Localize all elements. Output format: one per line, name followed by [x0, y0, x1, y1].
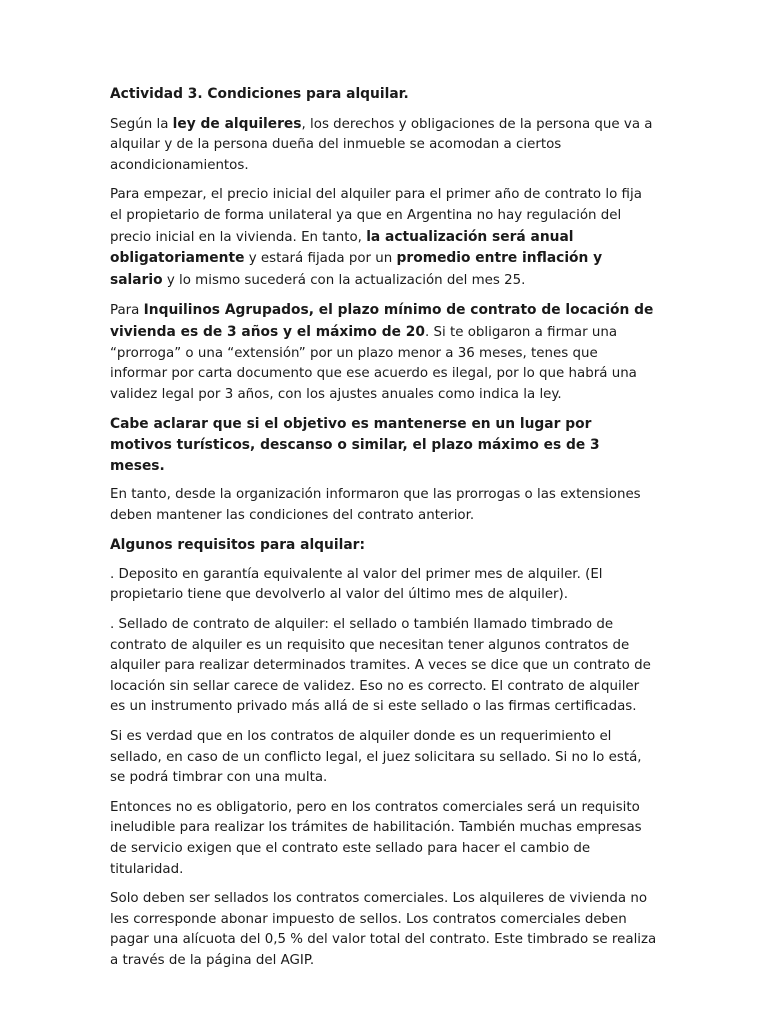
document-title: Actividad 3. Condiciones para alquilar. — [110, 86, 409, 102]
paragraph-precio-inicial — [110, 185, 658, 291]
text-run: , los derechos y obligaciones de la persona que va a alquilar y de la persona dueña del inmueble se acomodan a ciertos acondicionamientos. — [110, 116, 653, 173]
paragraph-aclaracion-turismo: Cabe aclarar que si el objetivo es mantenerse en un lugar por motivos turísticos, descanso o similar, el plazo máximo es de 3 meses. — [110, 416, 600, 474]
paragraph-prorrogas: En tanto, desde la organización informaron que las prorrogas o las extensiones deben mantener las condiciones del contrato anterior. — [110, 487, 641, 523]
paragraph-sellado: . Sellado de contrato de alquiler: el sellado o también llamado timbrado de contrato de alquiler es un requisito que necesitan tener algunos contratos de alquiler para realizar determinados tramites. A veces se dice que un contrato de locación sin sellar carece de validez. Eso no es correcto. El contrato de alquiler es un instrumento privado más allá de si este sellado o las firmas certificadas. — [110, 617, 651, 715]
paragraph-contratos-comerciales: Entonces no es obligatorio, pero en los contratos comerciales será un requisito ineludible para realizar los trámites de habilitación. También muchas empresas de servicio exigen que el contrato este sellado para hacer el cambio de titularidad. — [110, 799, 642, 877]
text-run: y estará fijada por un — [244, 251, 397, 267]
text-run: y lo mismo sucederá con la actualización del mes 25. — [162, 272, 526, 288]
document-page — [110, 84, 658, 981]
paragraph-conflicto-legal: Si es verdad que en los contratos de alquiler donde es un requerimiento el sellado, en caso de un conflicto legal, el juez solicitara su sellado. Si no lo está, se podrá timbrar con una multa. — [110, 729, 642, 786]
text-run: Para empezar, el precio inicial del alquiler para el primer año de contrato lo fija el propietario de forma unilateral ya que en Argentina no hay regulación del precio inicial en la vivienda. En tanto, — [110, 187, 642, 245]
text-run: Según la — [110, 116, 173, 132]
paragraph-plazo-minimo — [110, 300, 658, 405]
section-subheading: Algunos requisitos para alquilar: — [110, 537, 365, 554]
bold-text-run: ley de alquileres — [172, 115, 302, 132]
paragraph-impuesto-sellos: Solo deben ser sellados los contratos comerciales. Los alquileres de vivienda no les corresponde abonar impuesto de sellos. Los contratos comerciales deben pagar una alícuota del 0,5 % del valor total del contrato. Este timbrado se realiza a través de la página del AGIP. — [110, 891, 657, 968]
paragraph-deposito: . Deposito en garantía equivalente al valor del primer mes de alquiler. (El propietario tiene que devolverlo al valor del último mes de alquiler). — [110, 566, 603, 603]
bold-text-run: Inquilinos Agrupados, el plazo mínimo de contrato de locación de vivienda es de 3 años y el máximo de 20 — [110, 302, 654, 340]
text-run: Para — [110, 303, 144, 319]
paragraph-ley-de-alquileres — [110, 114, 658, 177]
bold-text-run: la actualización será anual obligatoriamente — [110, 228, 574, 267]
bold-text-run: promedio entre inflación y salario — [110, 250, 603, 288]
text-run: . Si te obligaron a firmar una “prorroga” o una “extensión” por un plazo menor a 36 meses, tenes que informar por carta documento que ese acuerdo es ilegal, por lo que habrá una validez legal por 3 años, con los ajustes anuales como indica la ley. — [110, 324, 637, 402]
